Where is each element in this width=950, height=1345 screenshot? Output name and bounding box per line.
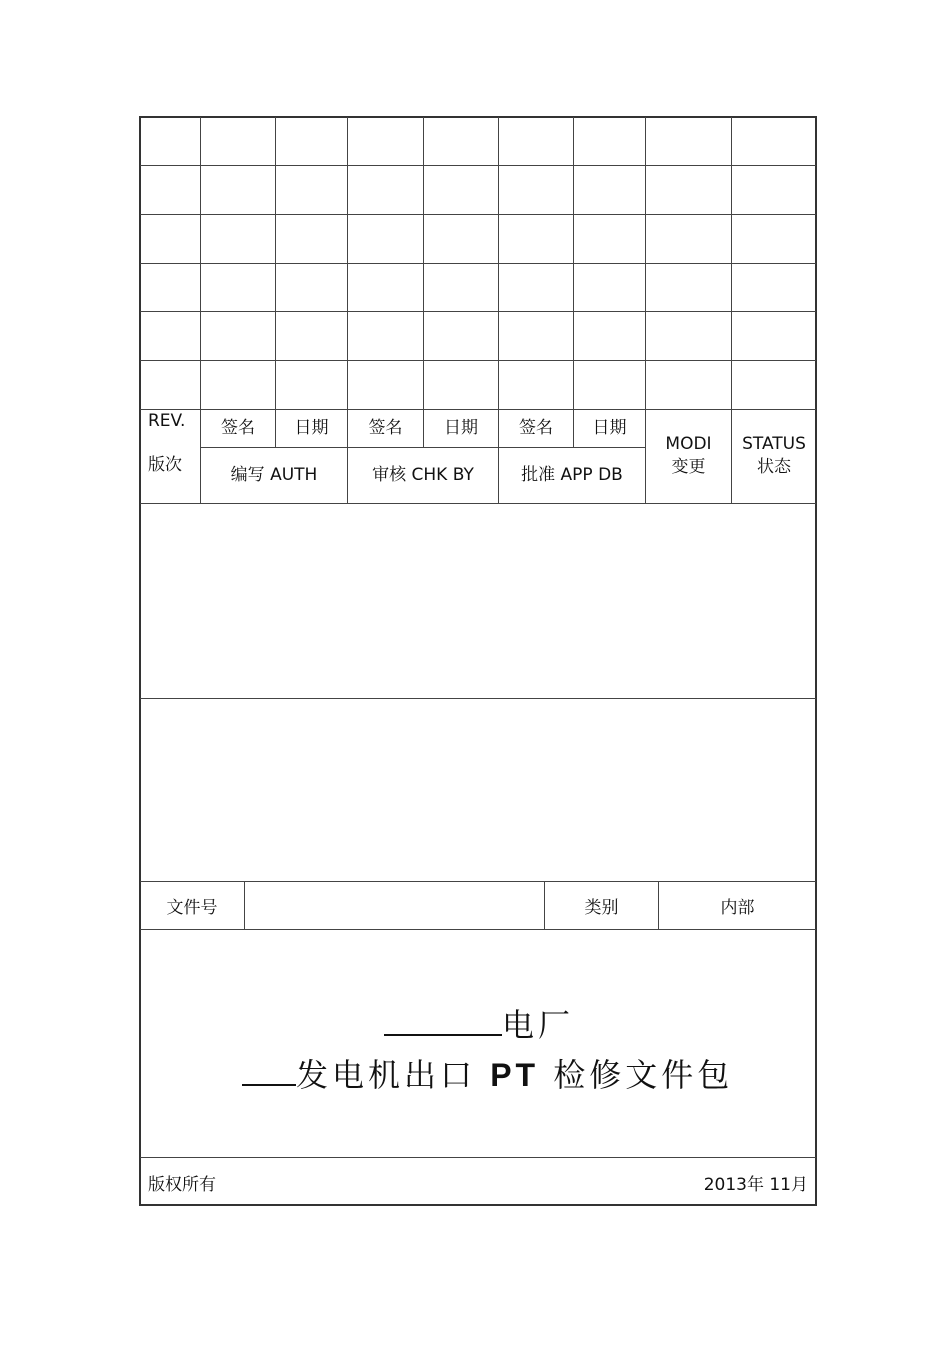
title-line-2-tail: 检修文件包: [553, 1056, 734, 1094]
chk-sign-label: 签名: [368, 418, 403, 438]
grid-line: [347, 117, 348, 503]
app-label: 批准 APP DB: [521, 465, 623, 485]
auth-label: 编写 AUTH: [230, 465, 318, 485]
grid-line: [140, 698, 816, 699]
rev-label: REV.: [148, 411, 186, 431]
grid-line: [140, 311, 816, 312]
app-sign-label: 签名: [519, 418, 553, 438]
grid-line: [140, 409, 816, 410]
copyright-text: 版权所有: [148, 1175, 216, 1195]
grid-line: [140, 503, 816, 504]
grid-line: [140, 263, 816, 264]
plant-name-blank: [384, 1004, 502, 1036]
grid-line: [140, 165, 816, 166]
title-line-2-main: 发电机出口: [296, 1056, 477, 1094]
grid-line: [200, 117, 201, 503]
title-line-2: [242, 1054, 733, 1095]
chk-label: 审核 CHK BY: [372, 465, 474, 485]
unit-blank: [242, 1054, 296, 1086]
grid-line: [573, 117, 574, 448]
app-date-label: 日期: [592, 418, 627, 438]
title-line-1-text: 电厂: [502, 1006, 575, 1044]
auth-sign-label: 签名: [221, 418, 255, 438]
category-label: 类别: [584, 898, 619, 918]
title-line-1: [384, 1004, 574, 1045]
chk-date-label: 日期: [444, 418, 478, 438]
grid-line: [498, 117, 499, 503]
status-label: STATUS: [742, 434, 806, 454]
title-line-2-code: PT: [490, 1057, 540, 1093]
grid-line: [140, 881, 816, 882]
grid-line: [140, 214, 816, 215]
rev-label-cn: 版次: [148, 455, 182, 475]
grid-line: [140, 1157, 816, 1158]
status-label-cn: 状态: [757, 457, 791, 477]
grid-line: [275, 117, 276, 448]
grid-line: [140, 360, 816, 361]
category-value: 内部: [720, 898, 755, 918]
auth-date-label: 日期: [294, 418, 329, 438]
grid-line: [244, 881, 245, 929]
doc-no-label: 文件号: [166, 898, 218, 918]
modi-label-cn: 变更: [671, 457, 706, 477]
footer-date: 2013年 11月: [703, 1175, 808, 1195]
grid-line: [423, 117, 424, 448]
grid-line: [140, 929, 816, 930]
modi-label: MODI: [665, 434, 712, 454]
